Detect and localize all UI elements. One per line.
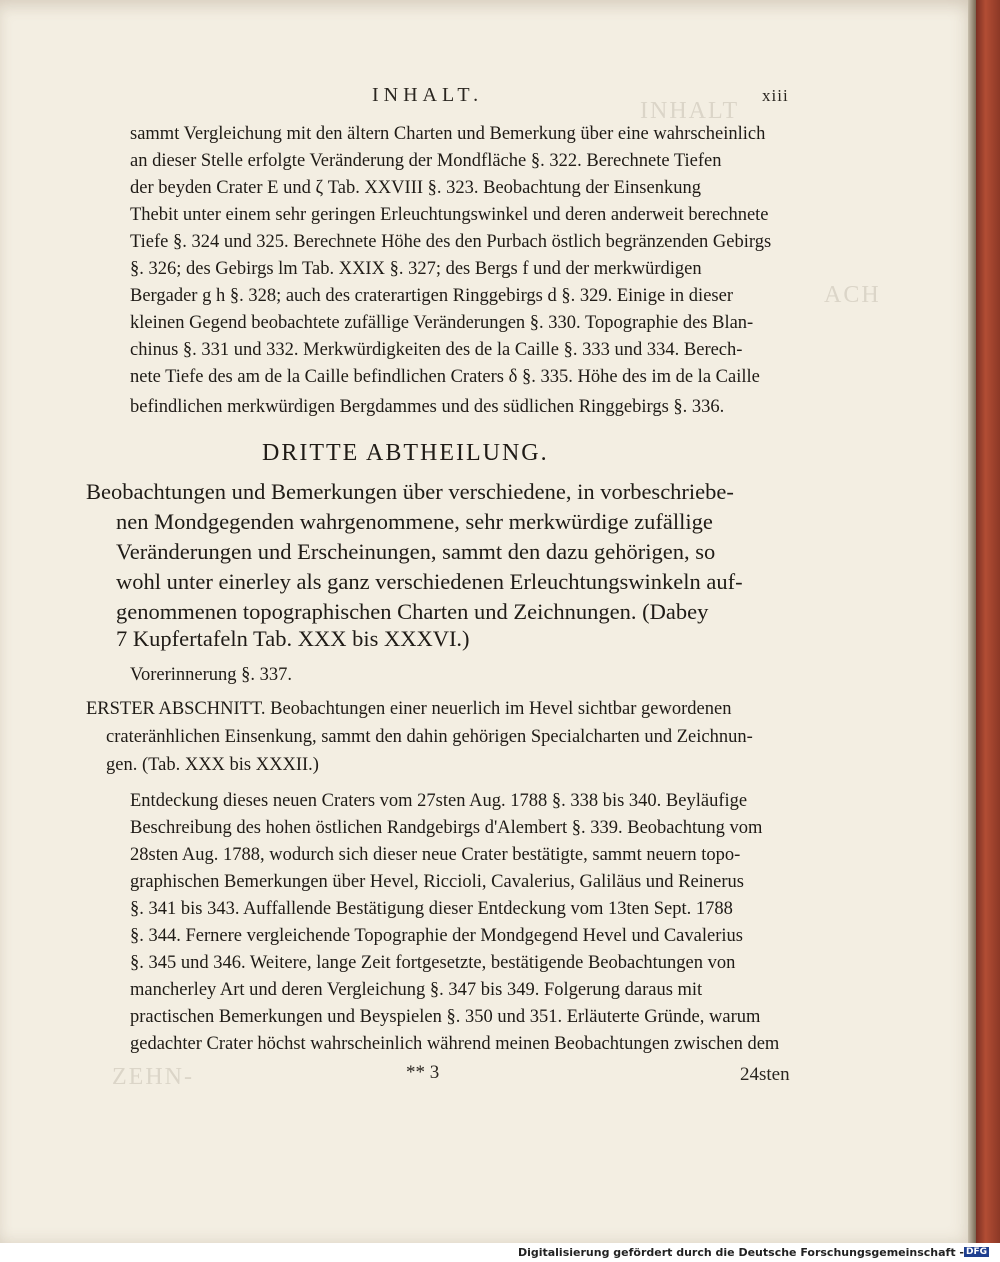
text-line: crateränhlichen Einsenkung, sammt den dahin gehörigen Specialcharten und Zeichnun- xyxy=(106,727,753,747)
text-line: §. 326; des Gebirgs lm Tab. XXIX §. 327; des Bergs f und der merkwürdigen xyxy=(130,259,702,279)
text-line: §. 344. Fernere vergleichende Topographie der Mondgegend Hevel und Cavalerius xyxy=(130,926,743,946)
text-line: genommenen topographischen Charten und Zeichnungen. (Dabey xyxy=(116,599,709,624)
text-line: Tiefe §. 324 und 325. Berechnete Höhe des den Purbach östlich begränzenden Gebirgs xyxy=(130,232,772,252)
text-line: der beyden Crater E und ζ Tab. XXVIII §. 323. Beobachtung der Einsenkung xyxy=(130,178,701,198)
show-through-text: INHALT xyxy=(640,98,740,124)
text-line: nete Tiefe des am de la Caille befindlichen Craters δ §. 335. Höhe des im de la Caille xyxy=(130,367,760,387)
text-line: Beobachtungen und Bemerkungen über verschiedene, in vorbeschriebe- xyxy=(86,479,734,504)
text-line: gen. (Tab. XXX bis XXXII.) xyxy=(106,755,319,775)
text-line: 28sten Aug. 1788, wodurch sich dieser neue Crater bestätigte, sammt neuern topo- xyxy=(130,845,741,865)
text-line: wohl unter einerley als ganz verschiedenen Erleuchtungswinkeln auf- xyxy=(116,569,743,594)
page-number: xiii xyxy=(762,86,789,105)
book-binding-edge xyxy=(976,0,1000,1243)
text-line: Bergader g h §. 328; auch des craterartigen Ringgebirgs d §. 329. Einige in dieser xyxy=(130,286,733,306)
catchword: 24sten xyxy=(740,1064,790,1085)
page-gutter-shadow xyxy=(968,0,976,1243)
text-line: practischen Bemerkungen und Beyspielen §. 350 und 351. Erläuterte Gründe, warum xyxy=(130,1007,761,1027)
show-through-text: ZEHN- xyxy=(112,1064,194,1090)
text-line: Entdeckung dieses neuen Craters vom 27sten Aug. 1788 §. 338 bis 340. Beyläufige xyxy=(130,791,748,811)
text-line: nen Mondgegenden wahrgenommene, sehr merkwürdige zufällige xyxy=(116,509,713,534)
dfg-logo: DFG xyxy=(966,1247,988,1257)
signature-mark: ** 3 xyxy=(406,1062,440,1083)
section-heading: DRITTE ABTHEILUNG. xyxy=(262,440,549,466)
text-line: Thebit unter einem sehr geringen Erleuchtungswinkel und deren anderweit berechnete xyxy=(130,205,769,225)
show-through-text: ACH xyxy=(824,282,881,308)
text-line: gedachter Crater höchst wahrscheinlich während meinen Beobachtungen zwischen dem xyxy=(130,1034,780,1054)
text-line: §. 345 und 346. Weitere, lange Zeit fortgesetzte, bestätigende Beobachtungen von xyxy=(130,953,736,973)
text-line: Veränderungen und Erscheinungen, sammt den dazu gehörigen, so xyxy=(116,539,716,564)
digitization-credit: Digitalisierung gefördert durch die Deutsche Forschungsgemeinschaft - xyxy=(517,1246,964,1259)
text-line: an dieser Stelle erfolgte Veränderung der Mondfläche §. 322. Berechnete Tiefen xyxy=(130,151,722,171)
text-line: §. 341 bis 343. Auffallende Bestätigung dieser Entdeckung vom 13ten Sept. 1788 xyxy=(130,899,733,919)
running-head: INHALT. xyxy=(372,84,484,106)
text-line: graphischen Bemerkungen über Hevel, Riccioli, Cavalerius, Galiläus und Reinerus xyxy=(130,872,744,892)
text-line: befindlichen merkwürdigen Bergdammes und des südlichen Ringgebirgs §. 336. xyxy=(130,397,725,417)
text-line: kleinen Gegend beobachtete zufällige Veränderungen §. 330. Topographie des Blan- xyxy=(130,313,754,333)
text-line: 7 Kupfertafeln Tab. XXX bis XXXVI.) xyxy=(116,626,470,651)
text-line: ERSTER ABSCHNITT. Beobachtungen einer neuerlich im Hevel sichtbar gewordenen xyxy=(86,699,732,719)
text-line: chinus §. 331 und 332. Merkwürdigkeiten des de la Caille §. 333 und 334. Berech- xyxy=(130,340,743,360)
preface-entry: Vorerinnerung §. 337. xyxy=(130,665,293,685)
text-line: sammt Vergleichung mit den ältern Charten und Bemerkung über eine wahrscheinlich xyxy=(130,124,766,144)
text-line: mancherley Art und deren Vergleichung §. 347 bis 349. Folgerung daraus mit xyxy=(130,980,703,1000)
text-line: Beschreibung des hohen östlichen Randgebirgs d'Alembert §. 339. Beobachtung vom xyxy=(130,818,763,838)
